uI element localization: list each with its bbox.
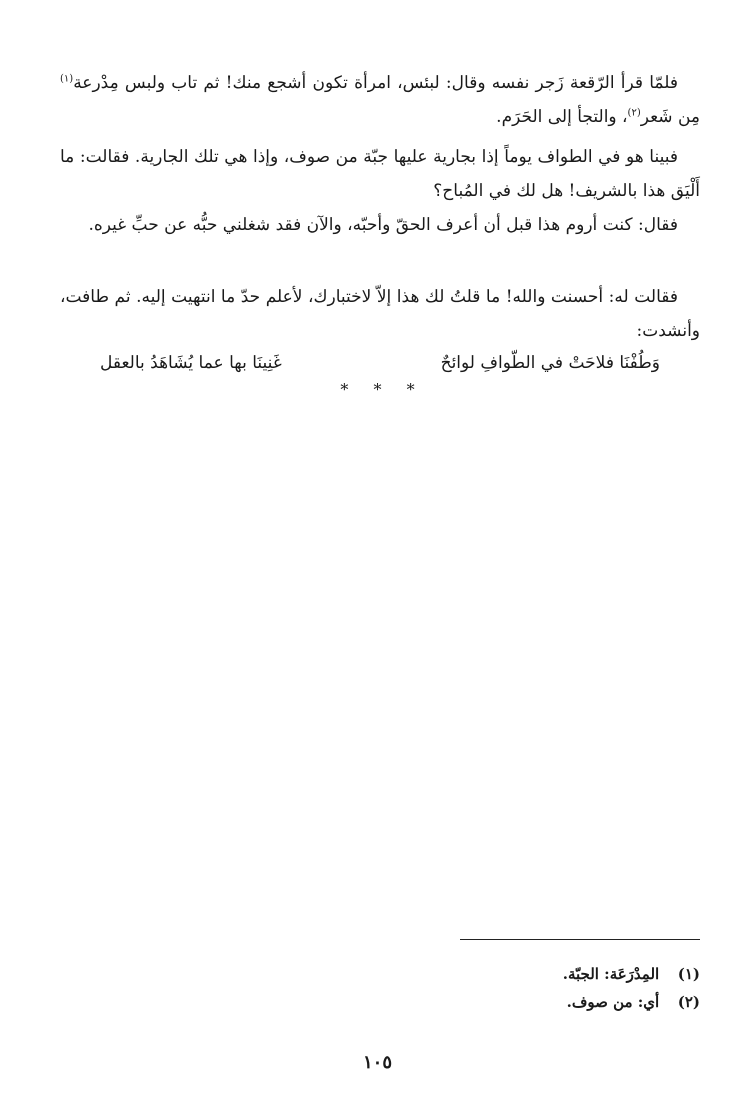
section-separator (0, 380, 755, 399)
verse-second-hemistich: غَنِينَا بها عما يُشَاهَدُ بالعقل (100, 353, 282, 373)
footnote-item (380, 988, 700, 1016)
footnotes-list (380, 960, 700, 1016)
footnote-divider (460, 939, 700, 940)
separator-star: * (406, 380, 415, 399)
paragraph-3: فقال: كنت أروم هذا قبل أن أعرف الحقّ وأحبّه، والآن فقد شغلني حبُّه عن حبِّ غيره. (88, 215, 678, 235)
page-number: ١٠٥ (362, 1052, 392, 1073)
footnote-marker-1[interactable]: (١) (60, 73, 74, 85)
footnote-text: المِدْرَعَة: الجبّة. (562, 965, 660, 983)
footnote-number: (١) (677, 965, 700, 983)
footnote-item (380, 960, 700, 988)
paragraph-1-text-c: ، والتجأ إلى الحَرَم. (496, 107, 628, 127)
poem-verse (100, 346, 660, 380)
paragraph-1 (60, 66, 700, 134)
paragraph-4: فقالت له: أحسنت والله! ما قلتُ لك هذا إلاّ لاختبارك، لأعلم حدّ ما انتهيت إليه. ثم طافت، وأنشدت: (60, 287, 700, 341)
verse-first-hemistich: وَطُفْنَا فلاحَتْ في الطّوافِ لوائحٌ (440, 353, 660, 373)
footnote-marker-2[interactable]: (٢) (627, 107, 641, 119)
paragraph-1-text-b: مِن شَعر (640, 107, 700, 127)
paragraph-2: فبينا هو في الطواف يوماً إذا بجارية عليها جبّة من صوف، وإذا هي تلك الجارية. فقالت: ما أَلْيَق هذا بالشريف! هل لك في المُباح؟ (60, 147, 700, 201)
paragraph-1-text-a: فلمّا قرأ الرّقعة زَجر نفسه وقال: لبئس، امرأة تكون أشجع منك! ثم تاب ولبس مِدْرعة (73, 73, 678, 93)
separator-star: * (340, 380, 349, 399)
footnote-text: أي: من صوف. (566, 993, 660, 1011)
separator-star: * (373, 380, 382, 399)
footnote-number: (٢) (677, 993, 700, 1011)
